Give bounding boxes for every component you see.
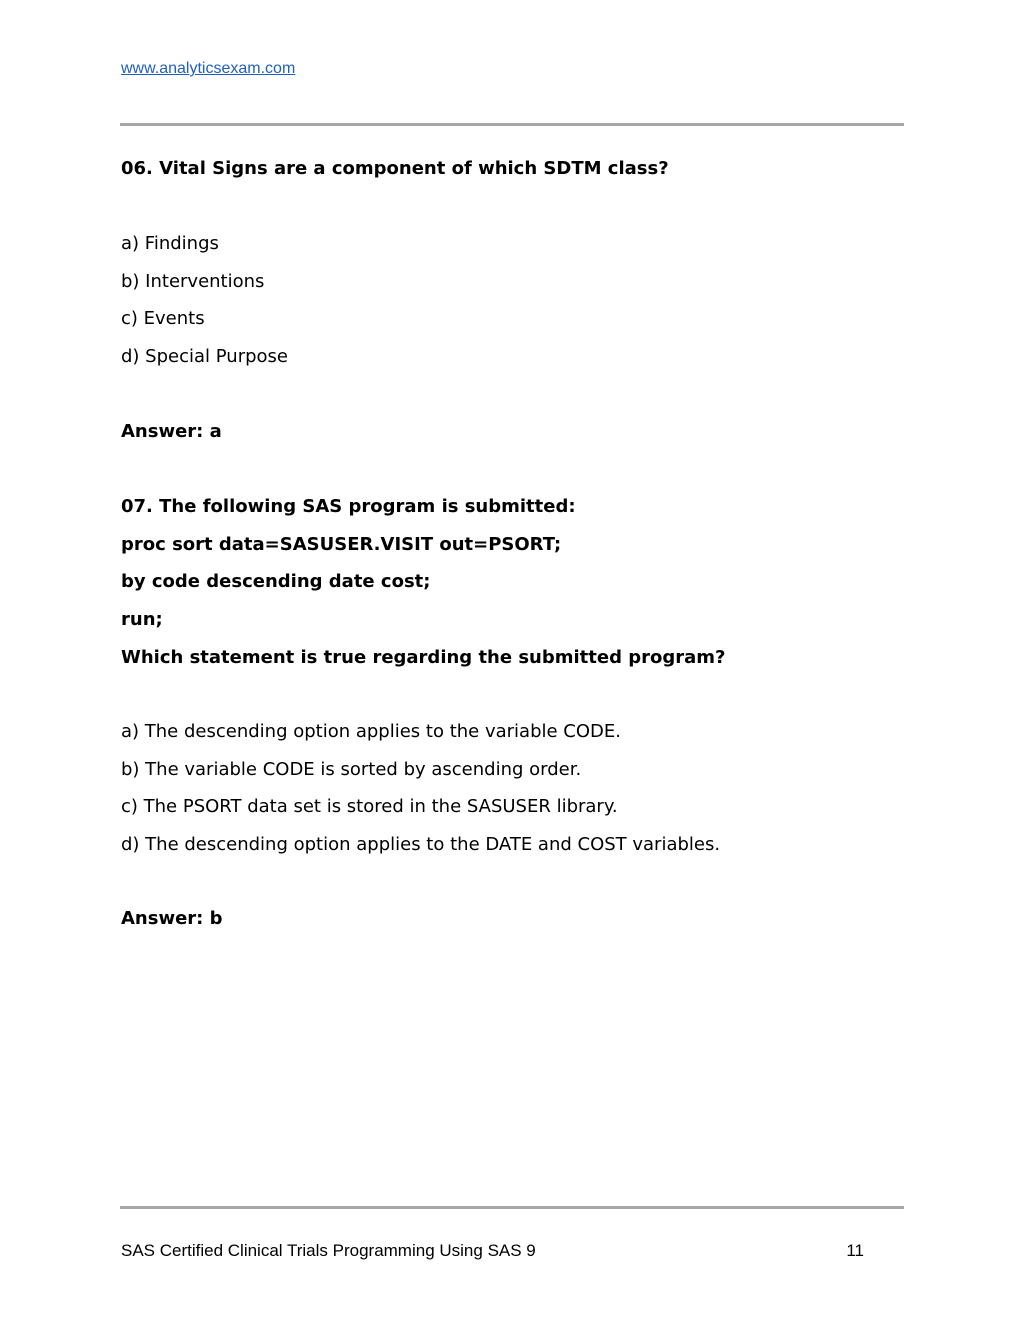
question-06-option-c: c) Events	[121, 308, 205, 329]
page-number: 11	[846, 1241, 864, 1260]
question-07-code-line-1: proc sort data=SASUSER.VISIT out=PSORT;	[121, 534, 562, 555]
header-divider	[120, 123, 904, 126]
question-06-answer: Answer: a	[121, 421, 222, 442]
footer-divider	[120, 1206, 904, 1209]
question-07-answer: Answer: b	[121, 908, 223, 929]
question-06-option-a: a) Findings	[121, 233, 219, 254]
question-07-code-line-2: by code descending date cost;	[121, 571, 431, 592]
question-07-code-line-3: run;	[121, 609, 163, 630]
question-07-option-a: a) The descending option applies to the variable CODE.	[121, 721, 621, 742]
footer-title: SAS Certified Clinical Trials Programming Using SAS 9	[121, 1241, 536, 1260]
question-07-stem-line-1: 07. The following SAS program is submitted:	[121, 496, 576, 517]
question-07-option-b: b) The variable CODE is sorted by ascending order.	[121, 759, 582, 780]
question-06-option-d: d) Special Purpose	[121, 346, 288, 367]
question-06-stem: 06. Vital Signs are a component of which SDTM class?	[121, 158, 669, 179]
question-06-option-b: b) Interventions	[121, 271, 265, 292]
question-07-stem-line-2: Which statement is true regarding the submitted program?	[121, 647, 726, 668]
header-website-link[interactable]: www.analyticsexam.com	[121, 60, 296, 77]
question-07-option-c: c) The PSORT data set is stored in the SASUSER library.	[121, 796, 618, 817]
question-07-option-d: d) The descending option applies to the DATE and COST variables.	[121, 834, 721, 855]
